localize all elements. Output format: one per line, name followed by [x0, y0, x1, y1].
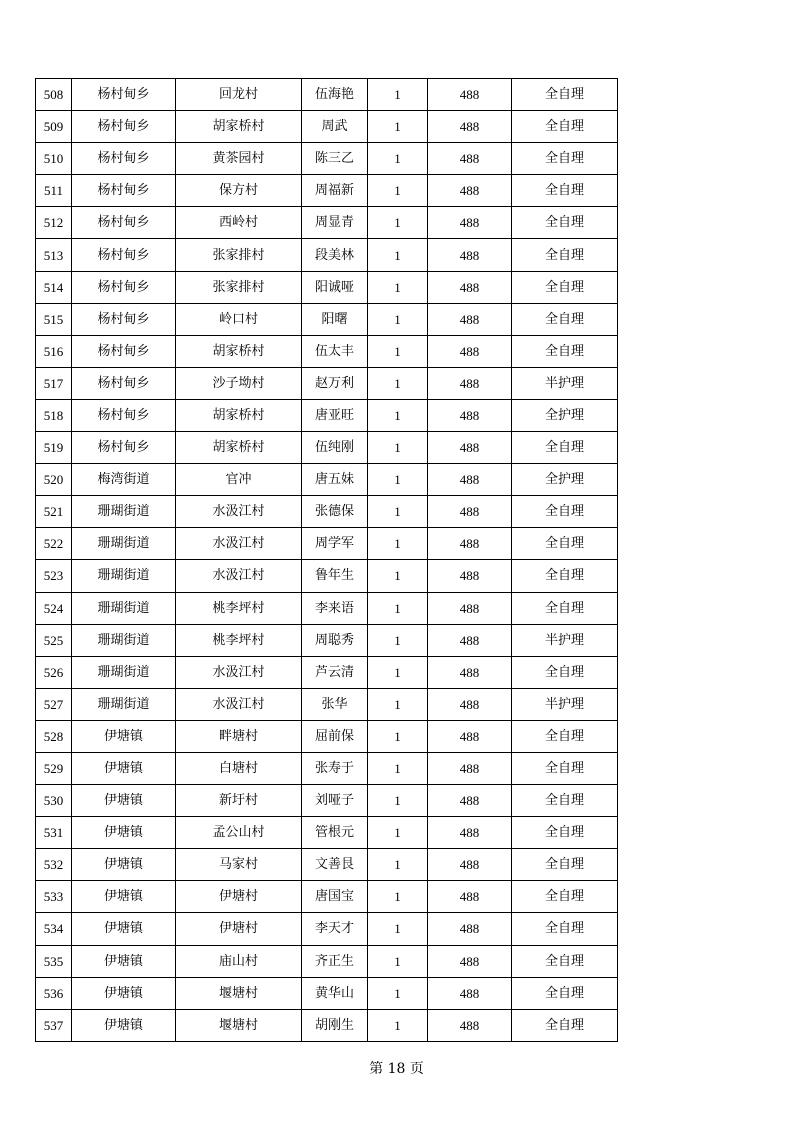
table-row	[36, 817, 618, 849]
row-index: 513	[36, 239, 72, 271]
table-row	[36, 560, 618, 592]
count-cell: 1	[368, 79, 428, 111]
count-cell: 1	[368, 528, 428, 560]
care-level-cell: 全自理	[512, 207, 618, 239]
name-cell: 唐亚旺	[302, 399, 368, 431]
amount-cell: 488	[428, 335, 512, 367]
name-cell: 阳曙	[302, 303, 368, 335]
care-level-cell: 全自理	[512, 432, 618, 464]
care-level-cell: 全自理	[512, 849, 618, 881]
table-row	[36, 785, 618, 817]
count-cell: 1	[368, 464, 428, 496]
name-cell: 周福新	[302, 175, 368, 207]
township-cell: 伊塘镇	[72, 752, 176, 784]
table-row	[36, 624, 618, 656]
row-index: 533	[36, 881, 72, 913]
table-row	[36, 945, 618, 977]
table-row	[36, 1009, 618, 1041]
name-cell: 伍纯刚	[302, 432, 368, 464]
amount-cell: 488	[428, 592, 512, 624]
care-level-cell: 全自理	[512, 785, 618, 817]
row-index: 521	[36, 496, 72, 528]
village-cell: 官冲	[176, 464, 302, 496]
care-level-cell: 全自理	[512, 239, 618, 271]
care-level-cell: 全自理	[512, 752, 618, 784]
village-cell: 胡家桥村	[176, 399, 302, 431]
amount-cell: 488	[428, 432, 512, 464]
table-row	[36, 303, 618, 335]
amount-cell: 488	[428, 367, 512, 399]
care-level-cell: 全自理	[512, 656, 618, 688]
village-cell: 水汲江村	[176, 496, 302, 528]
village-cell: 岭口村	[176, 303, 302, 335]
count-cell: 1	[368, 496, 428, 528]
count-cell: 1	[368, 849, 428, 881]
township-cell: 珊瑚街道	[72, 592, 176, 624]
row-index: 515	[36, 303, 72, 335]
count-cell: 1	[368, 945, 428, 977]
care-level-cell: 全自理	[512, 79, 618, 111]
care-level-cell: 全自理	[512, 111, 618, 143]
name-cell: 管根元	[302, 817, 368, 849]
row-index: 527	[36, 688, 72, 720]
township-cell: 伊塘镇	[72, 977, 176, 1009]
amount-cell: 488	[428, 207, 512, 239]
name-cell: 文善艮	[302, 849, 368, 881]
amount-cell: 488	[428, 720, 512, 752]
village-cell: 水汲江村	[176, 560, 302, 592]
care-level-cell: 全自理	[512, 720, 618, 752]
count-cell: 1	[368, 688, 428, 720]
care-level-cell: 半护理	[512, 367, 618, 399]
village-cell: 保方村	[176, 175, 302, 207]
row-index: 517	[36, 367, 72, 399]
row-index: 518	[36, 399, 72, 431]
table-row	[36, 207, 618, 239]
care-level-cell: 全自理	[512, 496, 618, 528]
village-cell: 沙子坳村	[176, 367, 302, 399]
township-cell: 杨村甸乡	[72, 335, 176, 367]
row-index: 529	[36, 752, 72, 784]
amount-cell: 488	[428, 143, 512, 175]
count-cell: 1	[368, 143, 428, 175]
name-cell: 周学军	[302, 528, 368, 560]
amount-cell: 488	[428, 303, 512, 335]
amount-cell: 488	[428, 977, 512, 1009]
name-cell: 鲁年生	[302, 560, 368, 592]
row-index: 536	[36, 977, 72, 1009]
village-cell: 黄茶园村	[176, 143, 302, 175]
care-level-cell: 全护理	[512, 399, 618, 431]
row-index: 526	[36, 656, 72, 688]
table-row	[36, 464, 618, 496]
table-row	[36, 913, 618, 945]
care-level-cell: 全自理	[512, 977, 618, 1009]
row-index: 512	[36, 207, 72, 239]
amount-cell: 488	[428, 785, 512, 817]
name-cell: 胡刚生	[302, 1009, 368, 1041]
village-cell: 张家排村	[176, 271, 302, 303]
table-row	[36, 335, 618, 367]
village-cell: 孟公山村	[176, 817, 302, 849]
township-cell: 伊塘镇	[72, 720, 176, 752]
village-cell: 桃李坪村	[176, 592, 302, 624]
village-cell: 西岭村	[176, 207, 302, 239]
care-level-cell: 全自理	[512, 175, 618, 207]
row-index: 510	[36, 143, 72, 175]
care-level-cell: 半护理	[512, 688, 618, 720]
amount-cell: 488	[428, 239, 512, 271]
amount-cell: 488	[428, 656, 512, 688]
row-index: 516	[36, 335, 72, 367]
row-index: 530	[36, 785, 72, 817]
name-cell: 张德保	[302, 496, 368, 528]
name-cell: 刘哑子	[302, 785, 368, 817]
care-level-cell: 半护理	[512, 624, 618, 656]
village-cell: 畔塘村	[176, 720, 302, 752]
township-cell: 伊塘镇	[72, 881, 176, 913]
row-index: 523	[36, 560, 72, 592]
name-cell: 伍太丰	[302, 335, 368, 367]
care-level-cell: 全自理	[512, 560, 618, 592]
count-cell: 1	[368, 720, 428, 752]
name-cell: 屈前保	[302, 720, 368, 752]
village-cell: 伊塘村	[176, 881, 302, 913]
name-cell: 阳诚哑	[302, 271, 368, 303]
care-level-cell: 全自理	[512, 817, 618, 849]
table-row	[36, 656, 618, 688]
count-cell: 1	[368, 111, 428, 143]
table-row	[36, 849, 618, 881]
count-cell: 1	[368, 624, 428, 656]
count-cell: 1	[368, 881, 428, 913]
township-cell: 杨村甸乡	[72, 432, 176, 464]
table-row	[36, 977, 618, 1009]
amount-cell: 488	[428, 399, 512, 431]
township-cell: 伊塘镇	[72, 913, 176, 945]
table-row	[36, 143, 618, 175]
village-cell: 桃李坪村	[176, 624, 302, 656]
amount-cell: 488	[428, 464, 512, 496]
row-index: 528	[36, 720, 72, 752]
table-row	[36, 111, 618, 143]
village-cell: 伊塘村	[176, 913, 302, 945]
village-cell: 胡家桥村	[176, 432, 302, 464]
amount-cell: 488	[428, 175, 512, 207]
township-cell: 珊瑚街道	[72, 624, 176, 656]
count-cell: 1	[368, 335, 428, 367]
township-cell: 珊瑚街道	[72, 496, 176, 528]
page-number: 第 18 页	[369, 1061, 424, 1077]
row-index: 532	[36, 849, 72, 881]
row-index: 535	[36, 945, 72, 977]
count-cell: 1	[368, 1009, 428, 1041]
name-cell: 唐国宝	[302, 881, 368, 913]
table-row	[36, 528, 618, 560]
township-cell: 杨村甸乡	[72, 111, 176, 143]
count-cell: 1	[368, 785, 428, 817]
name-cell: 陈三乙	[302, 143, 368, 175]
count-cell: 1	[368, 239, 428, 271]
table-row	[36, 688, 618, 720]
row-index: 508	[36, 79, 72, 111]
amount-cell: 488	[428, 271, 512, 303]
township-cell: 杨村甸乡	[72, 271, 176, 303]
village-cell: 胡家桥村	[176, 335, 302, 367]
township-cell: 梅湾街道	[72, 464, 176, 496]
count-cell: 1	[368, 432, 428, 464]
amount-cell: 488	[428, 624, 512, 656]
table-row	[36, 496, 618, 528]
row-index: 511	[36, 175, 72, 207]
name-cell: 芦云清	[302, 656, 368, 688]
name-cell: 张华	[302, 688, 368, 720]
row-index: 524	[36, 592, 72, 624]
township-cell: 伊塘镇	[72, 849, 176, 881]
row-index: 519	[36, 432, 72, 464]
township-cell: 杨村甸乡	[72, 143, 176, 175]
count-cell: 1	[368, 752, 428, 784]
row-index: 531	[36, 817, 72, 849]
township-cell: 伊塘镇	[72, 785, 176, 817]
records-table-body	[36, 79, 618, 1042]
village-cell: 水汲江村	[176, 528, 302, 560]
name-cell: 周武	[302, 111, 368, 143]
name-cell: 李天才	[302, 913, 368, 945]
amount-cell: 488	[428, 496, 512, 528]
amount-cell: 488	[428, 111, 512, 143]
amount-cell: 488	[428, 817, 512, 849]
care-level-cell: 全自理	[512, 913, 618, 945]
amount-cell: 488	[428, 913, 512, 945]
table-row	[36, 881, 618, 913]
amount-cell: 488	[428, 560, 512, 592]
name-cell: 黄华山	[302, 977, 368, 1009]
table-row	[36, 239, 618, 271]
count-cell: 1	[368, 592, 428, 624]
table-row	[36, 271, 618, 303]
township-cell: 珊瑚街道	[72, 560, 176, 592]
records-table	[35, 78, 618, 1042]
amount-cell: 488	[428, 1009, 512, 1041]
township-cell: 珊瑚街道	[72, 656, 176, 688]
row-index: 534	[36, 913, 72, 945]
village-cell: 水汲江村	[176, 656, 302, 688]
count-cell: 1	[368, 560, 428, 592]
township-cell: 杨村甸乡	[72, 399, 176, 431]
care-level-cell: 全自理	[512, 1009, 618, 1041]
care-level-cell: 全自理	[512, 881, 618, 913]
village-cell: 堰塘村	[176, 977, 302, 1009]
care-level-cell: 全自理	[512, 945, 618, 977]
name-cell: 伍海艳	[302, 79, 368, 111]
name-cell: 周显青	[302, 207, 368, 239]
count-cell: 1	[368, 913, 428, 945]
count-cell: 1	[368, 175, 428, 207]
table-row	[36, 79, 618, 111]
village-cell: 新圩村	[176, 785, 302, 817]
table-row	[36, 592, 618, 624]
village-cell: 马家村	[176, 849, 302, 881]
table-row	[36, 367, 618, 399]
name-cell: 周聪秀	[302, 624, 368, 656]
table-row	[36, 175, 618, 207]
amount-cell: 488	[428, 528, 512, 560]
name-cell: 李来语	[302, 592, 368, 624]
township-cell: 珊瑚街道	[72, 528, 176, 560]
name-cell: 唐五妹	[302, 464, 368, 496]
care-level-cell: 全护理	[512, 464, 618, 496]
table-row	[36, 720, 618, 752]
row-index: 525	[36, 624, 72, 656]
count-cell: 1	[368, 303, 428, 335]
care-level-cell: 全自理	[512, 271, 618, 303]
count-cell: 1	[368, 977, 428, 1009]
care-level-cell: 全自理	[512, 143, 618, 175]
count-cell: 1	[368, 207, 428, 239]
count-cell: 1	[368, 817, 428, 849]
amount-cell: 488	[428, 79, 512, 111]
village-cell: 回龙村	[176, 79, 302, 111]
table-row	[36, 432, 618, 464]
row-index: 520	[36, 464, 72, 496]
township-cell: 杨村甸乡	[72, 175, 176, 207]
row-index: 509	[36, 111, 72, 143]
amount-cell: 488	[428, 752, 512, 784]
village-cell: 张家排村	[176, 239, 302, 271]
amount-cell: 488	[428, 849, 512, 881]
village-cell: 胡家桥村	[176, 111, 302, 143]
township-cell: 伊塘镇	[72, 945, 176, 977]
village-cell: 堰塘村	[176, 1009, 302, 1041]
amount-cell: 488	[428, 945, 512, 977]
name-cell: 赵万利	[302, 367, 368, 399]
name-cell: 齐正生	[302, 945, 368, 977]
village-cell: 白塘村	[176, 752, 302, 784]
amount-cell: 488	[428, 881, 512, 913]
village-cell: 水汲江村	[176, 688, 302, 720]
row-index: 537	[36, 1009, 72, 1041]
table-row	[36, 399, 618, 431]
count-cell: 1	[368, 656, 428, 688]
amount-cell: 488	[428, 688, 512, 720]
care-level-cell: 全自理	[512, 303, 618, 335]
township-cell: 杨村甸乡	[72, 79, 176, 111]
care-level-cell: 全自理	[512, 592, 618, 624]
count-cell: 1	[368, 399, 428, 431]
care-level-cell: 全自理	[512, 528, 618, 560]
township-cell: 杨村甸乡	[72, 239, 176, 271]
care-level-cell: 全自理	[512, 335, 618, 367]
village-cell: 庙山村	[176, 945, 302, 977]
township-cell: 杨村甸乡	[72, 367, 176, 399]
row-index: 522	[36, 528, 72, 560]
name-cell: 张寿于	[302, 752, 368, 784]
count-cell: 1	[368, 367, 428, 399]
township-cell: 伊塘镇	[72, 1009, 176, 1041]
township-cell: 伊塘镇	[72, 817, 176, 849]
township-cell: 杨村甸乡	[72, 207, 176, 239]
name-cell: 段美林	[302, 239, 368, 271]
table-row	[36, 752, 618, 784]
count-cell: 1	[368, 271, 428, 303]
township-cell: 杨村甸乡	[72, 303, 176, 335]
row-index: 514	[36, 271, 72, 303]
township-cell: 珊瑚街道	[72, 688, 176, 720]
